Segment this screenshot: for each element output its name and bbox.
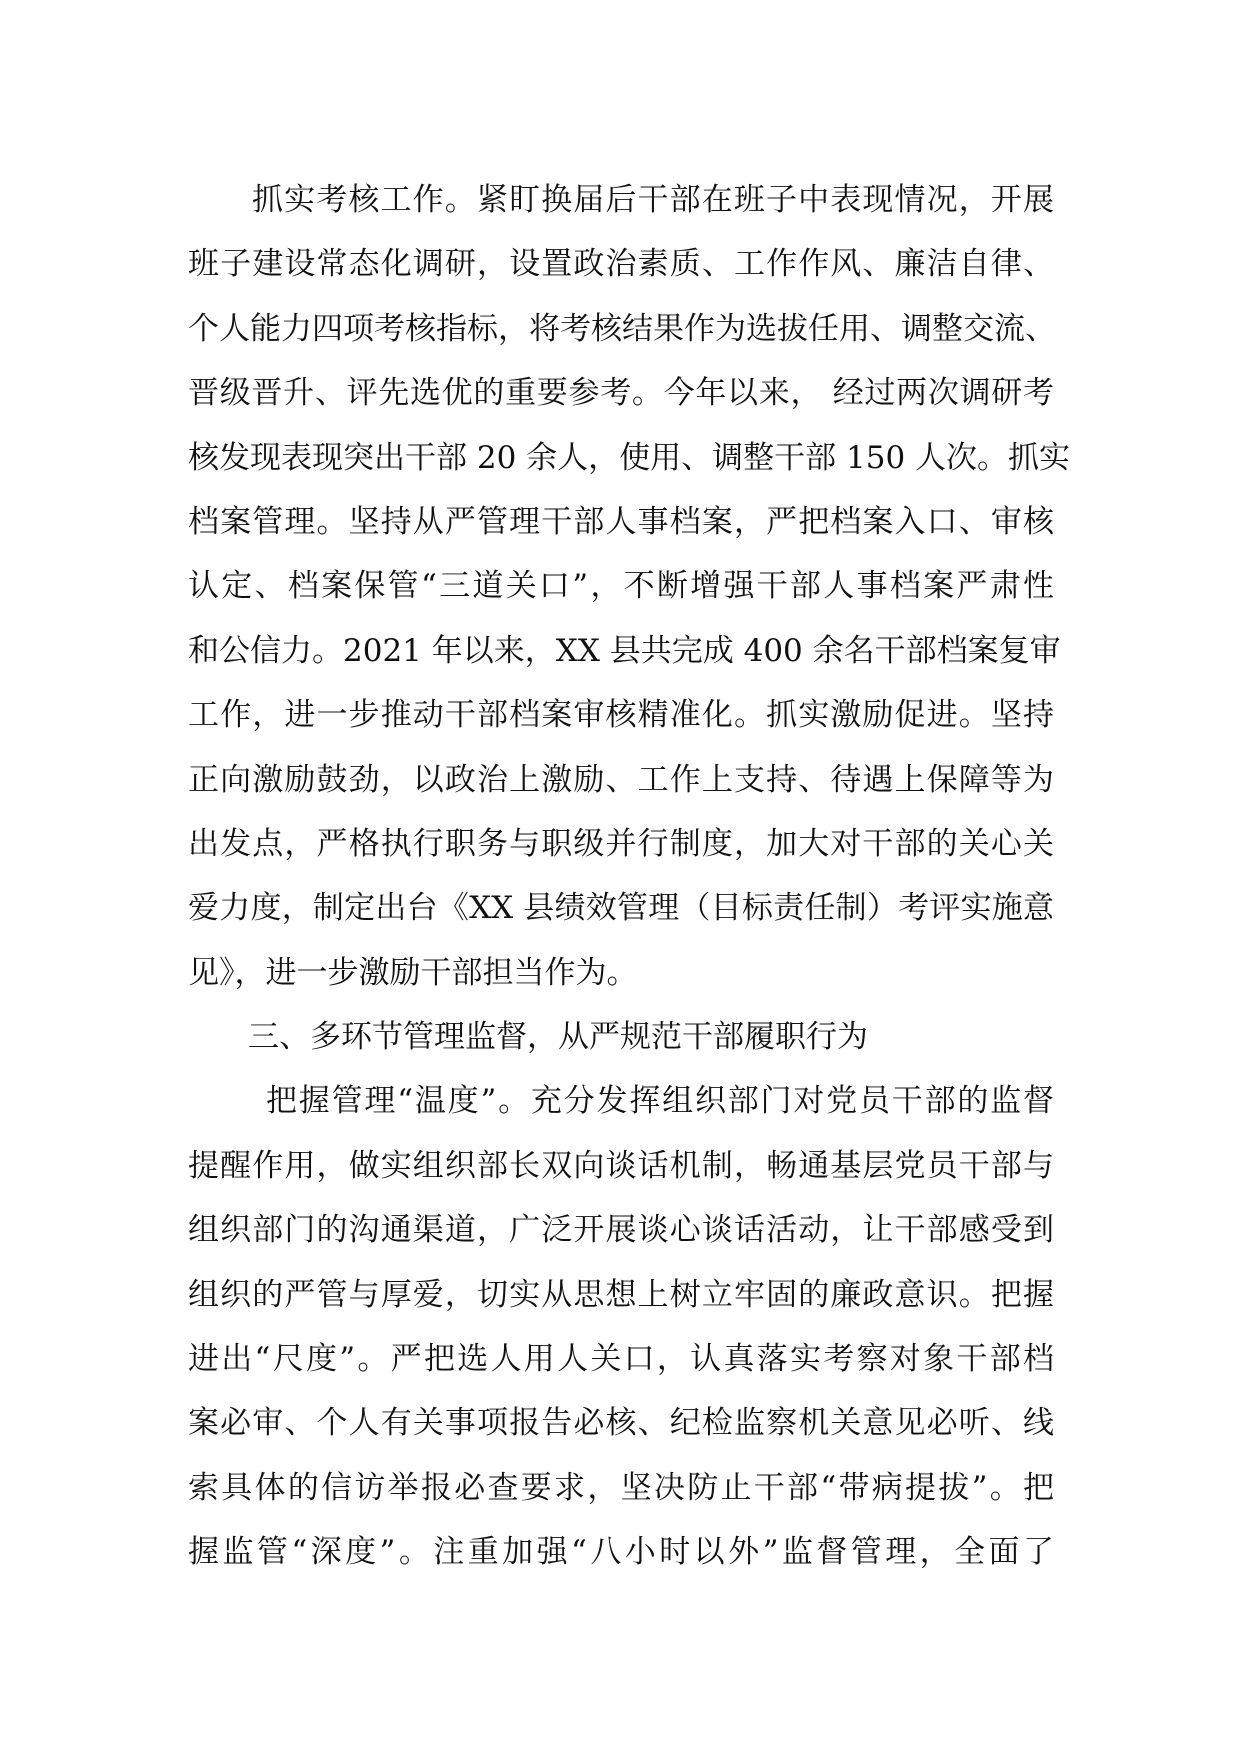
section-heading: 三、多环节管理监督，从严规范干部履职行为 [248,1019,868,1056]
paragraph-supervision [188,1069,1054,1584]
text-line: 组织部门的沟通渠道，广泛开展谈心谈话活动，让干部感受到 [188,1212,1054,1249]
text-line: 认定、档案保管“三道关口”，不断增强干部人事档案严肃性 [188,568,1054,605]
text-line: 提醒作用，做实组织部长双向谈话机制，畅通基层党员干部与 [188,1147,1054,1184]
text-line: 工作，进一步推动干部档案审核精准化。抓实激励促进。坚持 [188,697,1054,734]
text-line: 案必审、个人有关事项报告必核、纪检监察机关意见必听、线 [188,1405,1054,1442]
text-line: 班子建设常态化调研，设置政治素质、工作作风、廉洁自律、 [188,246,1054,283]
text-line: 正向激励鼓劲，以政治上激励、工作上支持、待遇上保障等为 [188,761,1054,798]
text-line: 和公信力。2021 年以来，XX 县共完成 400 余名干部档案复审 [188,632,1061,669]
document-page [188,168,1071,1585]
text-line: 晋级晋升、评先选优的重要参考。今年以来， 经过两次调研考 [188,375,1054,412]
text-line: 核发现表现突出干部 20 余人，使用、调整干部 150 人次。抓实 [188,439,1071,476]
text-line: 档案管理。坚持从严管理干部人事档案，严把档案入口、审核 [188,503,1054,540]
text-line: 进出“尺度”。严把选人用人关口，认真落实考察对象干部档 [188,1341,1054,1378]
text-line: 把握管理“温度”。充分发挥组织部门对党员干部的监督 [266,1083,1054,1120]
text-line: 个人能力四项考核指标，将考核结果作为选拔任用、调整交流、 [188,310,1056,347]
text-line: 握监管“深度”。注重加强“八小时以外”监督管理，全面了 [188,1534,1054,1571]
text-line: 见》，进一步激励干部担当作为。 [188,954,638,991]
text-line: 爱力度，制定出台《XX 县绩效管理（目标责任制）考评实施意 [188,890,1054,927]
text-line: 抓实考核工作。紧盯换届后干部在班子中表现情况，开展 [252,182,1054,218]
text-line: 出发点，严格执行职务与职级并行制度，加大对干部的关心关 [188,825,1054,862]
text-line: 索具体的信访举报必查要求，坚决防止干部“带病提拔”。把 [188,1469,1054,1506]
text-line: 组织的严管与厚爱，切实从思想上树立牢固的廉政意识。把握 [188,1276,1054,1313]
paragraph-assessment [188,168,1071,1005]
